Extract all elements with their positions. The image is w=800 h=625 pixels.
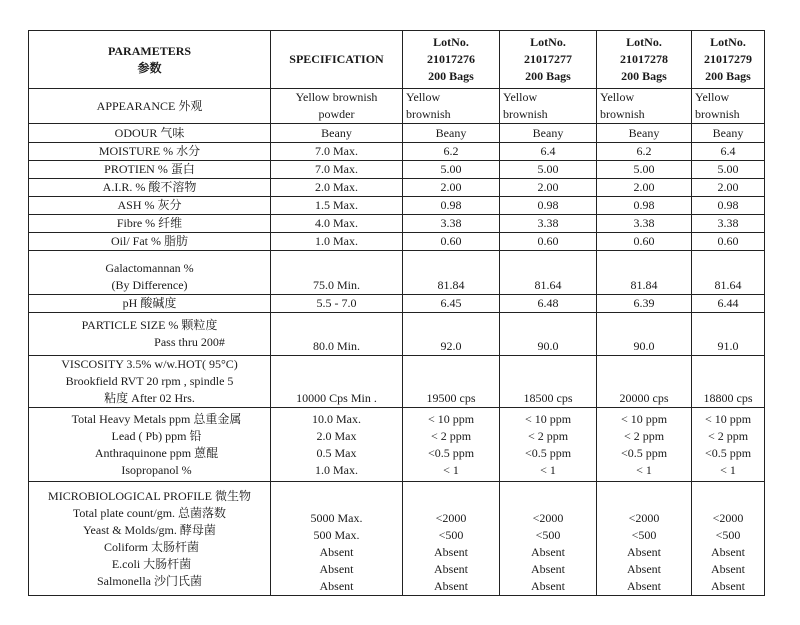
specification-cell-line: 5000 Max. bbox=[310, 511, 363, 525]
lot-value-cell-line: <2000 bbox=[532, 511, 564, 525]
lot-value-cell bbox=[500, 215, 597, 233]
table-row bbox=[29, 408, 765, 482]
lot-value-cell-line: Absent bbox=[711, 562, 745, 576]
table-row bbox=[29, 215, 765, 233]
lot-value-cell-line: Yellow bbox=[503, 90, 538, 104]
specification-cell-line: 1.0 Max. bbox=[315, 462, 358, 477]
lot-value-cell-line: 0.60 bbox=[717, 234, 739, 248]
lot-value-cell bbox=[597, 197, 692, 215]
table-row bbox=[29, 356, 765, 408]
lot-value-cell bbox=[597, 295, 692, 313]
lot-value-cell bbox=[692, 295, 765, 313]
specification-header: SPECIFICATION bbox=[271, 31, 403, 89]
lot-value-cell bbox=[500, 313, 597, 356]
parameter-cell bbox=[29, 251, 271, 295]
lot-value-cell bbox=[500, 482, 597, 596]
lot-value-cell-line: Absent bbox=[434, 545, 468, 559]
lot-header bbox=[692, 31, 765, 89]
lot-value-cell bbox=[500, 356, 597, 408]
lot-value-cell bbox=[500, 143, 597, 161]
table-row bbox=[29, 295, 765, 313]
lot-value-cell-line: < 10 ppm bbox=[620, 411, 668, 426]
parameter-cell-line: Fibre % 纤维 bbox=[116, 216, 183, 230]
specification-cell-line: 5.5 - 7.0 bbox=[316, 296, 357, 310]
table-row bbox=[29, 179, 765, 197]
parameter-cell-line: Lead ( Pb) ppm 铅 bbox=[111, 428, 202, 443]
lot-number: 21017277 bbox=[524, 52, 572, 66]
parameter-cell bbox=[29, 408, 271, 482]
lot-value-cell-line: Absent bbox=[627, 545, 661, 559]
table-row bbox=[29, 197, 765, 215]
lot-value-cell-line: 3.38 bbox=[717, 216, 739, 230]
lot-value-cell bbox=[403, 143, 500, 161]
lot-value-cell bbox=[692, 89, 765, 124]
specification-table bbox=[28, 30, 765, 596]
lot-value-cell bbox=[597, 482, 692, 596]
parameter-cell-line: ASH % 灰分 bbox=[117, 198, 182, 212]
lot-value-cell bbox=[403, 356, 500, 408]
specification-cell-line: 1.0 Max. bbox=[315, 234, 358, 248]
specification-cell bbox=[271, 233, 403, 251]
parameter-cell-line: Salmonella 沙门氏菌 bbox=[97, 573, 202, 588]
specification-cell-line: Yellow brownish bbox=[295, 90, 378, 104]
table-row bbox=[29, 143, 765, 161]
lot-value-cell-line: 3.38 bbox=[537, 216, 559, 230]
lot-bags: 200 Bags bbox=[705, 69, 751, 83]
specification-cell-line: powder bbox=[318, 107, 355, 121]
lot-value-cell-line: 6.2 bbox=[443, 144, 459, 158]
lot-bags: 200 Bags bbox=[428, 69, 474, 83]
lot-value-cell-line: 81.84 bbox=[437, 278, 465, 292]
specification-cell bbox=[271, 313, 403, 356]
specification-cell bbox=[271, 295, 403, 313]
lot-value-cell-line: Absent bbox=[711, 579, 745, 593]
table-row bbox=[29, 124, 765, 143]
lot-bags: 200 Bags bbox=[525, 69, 571, 83]
lot-value-cell-line: 18800 cps bbox=[703, 391, 753, 405]
table-row bbox=[29, 161, 765, 179]
lot-value-cell-line: 5.00 bbox=[717, 162, 739, 176]
lot-value-cell-line: 3.38 bbox=[440, 216, 462, 230]
parameter-cell-line: Yeast & Molds/gm. 酵母菌 bbox=[83, 522, 216, 537]
parameter-cell-line: VISCOSITY 3.5% w/w.HOT( 95°C) bbox=[61, 357, 238, 371]
lot-value-cell bbox=[597, 215, 692, 233]
lot-value-cell-line: Yellow bbox=[406, 90, 441, 104]
lot-value-cell-line: 90.0 bbox=[633, 339, 655, 353]
header-row bbox=[29, 31, 765, 89]
lot-value-cell bbox=[403, 251, 500, 295]
specification-cell-line: 2.0 Max. bbox=[315, 180, 358, 194]
parameter-cell-line: Galactomannan % bbox=[105, 261, 194, 275]
lot-value-cell-line: 81.84 bbox=[630, 278, 658, 292]
lot-value-cell bbox=[692, 233, 765, 251]
lot-value-cell-line: < 10 ppm bbox=[524, 411, 572, 426]
lot-value-cell bbox=[403, 313, 500, 356]
parameter-cell-line: PROTIEN % 蛋白 bbox=[104, 162, 195, 176]
specification-cell bbox=[271, 215, 403, 233]
lot-value-cell bbox=[500, 124, 597, 143]
lot-value-cell-line: brownish bbox=[406, 107, 451, 121]
parameter-cell-line: A.I.R. % 酸不溶物 bbox=[102, 180, 197, 194]
parameters-label-cn: 参数 bbox=[137, 60, 162, 75]
parameter-cell bbox=[29, 143, 271, 161]
specification-cell bbox=[271, 197, 403, 215]
lot-value-cell-line: < 10 ppm bbox=[704, 411, 752, 426]
lot-value-cell-line: Absent bbox=[531, 545, 565, 559]
lot-value-cell bbox=[692, 408, 765, 482]
lot-value-cell bbox=[597, 143, 692, 161]
lot-value-cell-line: 0.98 bbox=[440, 198, 462, 212]
lot-label: LotNo. bbox=[433, 35, 469, 49]
parameter-cell bbox=[29, 295, 271, 313]
lot-value-cell-line: 2.00 bbox=[633, 180, 655, 194]
lot-value-cell-line: <0.5 ppm bbox=[427, 445, 475, 460]
parameter-cell bbox=[29, 179, 271, 197]
lot-value-cell-line: 81.64 bbox=[534, 278, 562, 292]
parameter-cell-line: (By Difference) bbox=[111, 278, 188, 292]
lot-value-cell bbox=[597, 124, 692, 143]
specification-cell-line: 75.0 Min. bbox=[312, 278, 360, 292]
parameter-cell bbox=[29, 313, 271, 356]
lot-value-cell-line: Beany bbox=[532, 125, 564, 140]
lot-label: LotNo. bbox=[530, 35, 566, 49]
parameter-cell-line: PARTICLE SIZE % 颗粒度 bbox=[81, 318, 218, 332]
parameter-cell-line: 粘度 After 02 Hrs. bbox=[104, 391, 195, 405]
lot-value-cell-line: Absent bbox=[627, 579, 661, 593]
lot-value-cell bbox=[692, 124, 765, 143]
lot-value-cell bbox=[403, 482, 500, 596]
lot-label: LotNo. bbox=[626, 35, 662, 49]
lot-number: 21017278 bbox=[620, 52, 668, 66]
lot-value-cell-line: <500 bbox=[535, 528, 561, 542]
specification-cell-line: 1.5 Max. bbox=[315, 198, 358, 212]
parameter-cell bbox=[29, 215, 271, 233]
lot-value-cell bbox=[597, 89, 692, 124]
lot-value-cell-line: 92.0 bbox=[440, 339, 462, 353]
lot-value-cell-line: < 1 bbox=[636, 462, 652, 477]
lot-value-cell-line: 0.98 bbox=[633, 198, 655, 212]
lot-value-cell-line: 18500 cps bbox=[523, 391, 573, 405]
specification-cell bbox=[271, 482, 403, 596]
specification-cell-line: 7.0 Max. bbox=[315, 162, 358, 176]
lot-value-cell-line: < 2 ppm bbox=[623, 428, 665, 443]
lot-value-cell-line: <2000 bbox=[628, 511, 660, 525]
specification-cell-line: 0.5 Max bbox=[316, 445, 357, 460]
lot-value-cell bbox=[692, 356, 765, 408]
specification-cell-line: Absent bbox=[319, 545, 354, 559]
specification-cell-line: 10.0 Max. bbox=[312, 411, 361, 426]
lot-value-cell-line: <500 bbox=[715, 528, 741, 542]
lot-header bbox=[403, 31, 500, 89]
lot-value-cell-line: 3.38 bbox=[633, 216, 655, 230]
parameter-cell-line: Anthraquinone ppm 蒽醌 bbox=[94, 445, 219, 460]
lot-value-cell bbox=[500, 251, 597, 295]
lot-value-cell bbox=[403, 124, 500, 143]
parameter-cell-line: MICROBIOLOGICAL PROFILE 微生物 bbox=[48, 488, 251, 503]
lot-value-cell-line: Beany bbox=[712, 125, 744, 140]
lot-value-cell bbox=[500, 408, 597, 482]
lot-value-cell bbox=[500, 295, 597, 313]
lot-value-cell bbox=[692, 143, 765, 161]
lot-value-cell-line: 0.60 bbox=[633, 234, 655, 248]
table-row bbox=[29, 89, 765, 124]
lot-value-cell-line: 20000 cps bbox=[619, 391, 669, 405]
specification-cell-line: Absent bbox=[319, 562, 354, 576]
lot-value-cell-line: <2000 bbox=[435, 511, 467, 525]
lot-value-cell-line: < 2 ppm bbox=[527, 428, 569, 443]
parameter-cell-line: APPEARANCE 外观 bbox=[96, 98, 203, 113]
lot-value-cell bbox=[597, 408, 692, 482]
lot-label: LotNo. bbox=[710, 35, 746, 49]
lot-value-cell-line: 2.00 bbox=[440, 180, 462, 194]
lot-value-cell-line: Absent bbox=[627, 562, 661, 576]
lot-value-cell-line: <2000 bbox=[712, 511, 744, 525]
parameter-cell bbox=[29, 233, 271, 251]
lot-value-cell-line: 5.00 bbox=[440, 162, 462, 176]
lot-value-cell-line: <0.5 ppm bbox=[620, 445, 668, 460]
parameter-cell-line: Coliform 太肠杆菌 bbox=[104, 539, 199, 554]
lot-value-cell bbox=[500, 179, 597, 197]
table-row bbox=[29, 233, 765, 251]
lot-value-cell-line: 6.39 bbox=[633, 296, 655, 310]
lot-value-cell-line: brownish bbox=[695, 107, 740, 121]
lot-header bbox=[500, 31, 597, 89]
lot-number: 21017279 bbox=[704, 52, 752, 66]
parameters-label: PARAMETERS bbox=[107, 43, 192, 58]
lot-value-cell bbox=[500, 161, 597, 179]
lot-value-cell bbox=[692, 197, 765, 215]
specification-cell bbox=[271, 179, 403, 197]
specification-cell bbox=[271, 161, 403, 179]
lot-value-cell-line: < 1 bbox=[720, 462, 736, 477]
lot-value-cell-line: < 2 ppm bbox=[430, 428, 472, 443]
lot-value-cell bbox=[500, 197, 597, 215]
specification-cell bbox=[271, 251, 403, 295]
lot-value-cell-line: Yellow bbox=[600, 90, 635, 104]
parameter-cell bbox=[29, 482, 271, 596]
lot-value-cell-line: Absent bbox=[434, 562, 468, 576]
lot-number: 21017276 bbox=[427, 52, 475, 66]
lot-value-cell-line: brownish bbox=[600, 107, 645, 121]
specification-cell-line: 4.0 Max. bbox=[315, 216, 358, 230]
specification-cell-line: Absent bbox=[319, 579, 354, 593]
lot-value-cell bbox=[403, 197, 500, 215]
lot-header bbox=[597, 31, 692, 89]
lot-value-cell bbox=[597, 161, 692, 179]
lot-value-cell-line: <0.5 ppm bbox=[704, 445, 752, 460]
lot-value-cell-line: 6.48 bbox=[537, 296, 559, 310]
lot-value-cell-line: <500 bbox=[438, 528, 464, 542]
lot-value-cell-line: <500 bbox=[631, 528, 657, 542]
specification-cell-line: 80.0 Min. bbox=[312, 339, 360, 353]
lot-value-cell-line: 5.00 bbox=[633, 162, 655, 176]
lot-value-cell-line: < 1 bbox=[443, 462, 459, 477]
specification-cell bbox=[271, 124, 403, 143]
lot-value-cell-line: 6.44 bbox=[717, 296, 739, 310]
lot-value-cell-line: 2.00 bbox=[537, 180, 559, 194]
lot-value-cell bbox=[692, 251, 765, 295]
lot-value-cell bbox=[692, 161, 765, 179]
specification-cell-line: 500 Max. bbox=[313, 528, 360, 542]
parameter-cell-line: Brookfield RVT 20 rpm , spindle 5 bbox=[65, 374, 234, 388]
specification-cell bbox=[271, 89, 403, 124]
parameter-cell bbox=[29, 161, 271, 179]
lot-value-cell-line: < 10 ppm bbox=[427, 411, 475, 426]
parameters-header bbox=[29, 31, 271, 89]
table-row bbox=[29, 313, 765, 356]
parameter-cell-line: Pass thru 200# bbox=[154, 335, 225, 349]
lot-value-cell bbox=[692, 482, 765, 596]
lot-value-cell bbox=[597, 251, 692, 295]
parameter-cell-line: Total plate count/gm. 总菌落数 bbox=[72, 505, 227, 520]
lot-value-cell bbox=[500, 89, 597, 124]
lot-value-cell-line: <0.5 ppm bbox=[524, 445, 572, 460]
parameter-cell-line: MOISTURE % 水分 bbox=[98, 144, 201, 158]
lot-value-cell-line: Absent bbox=[531, 562, 565, 576]
lot-value-cell bbox=[500, 233, 597, 251]
lot-value-cell-line: Absent bbox=[711, 545, 745, 559]
lot-value-cell-line: 0.60 bbox=[440, 234, 462, 248]
parameter-cell bbox=[29, 356, 271, 408]
lot-value-cell bbox=[692, 215, 765, 233]
lot-value-cell bbox=[597, 313, 692, 356]
specification-cell bbox=[271, 408, 403, 482]
lot-value-cell-line: < 2 ppm bbox=[707, 428, 749, 443]
parameter-cell-line: Oil/ Fat % 脂肪 bbox=[111, 234, 188, 248]
specification-cell bbox=[271, 143, 403, 161]
lot-value-cell bbox=[597, 356, 692, 408]
specification-cell-line: Beany bbox=[321, 125, 352, 140]
parameter-cell-line: pH 酸碱度 bbox=[122, 296, 177, 310]
lot-value-cell-line: 0.98 bbox=[717, 198, 739, 212]
lot-value-cell-line: 0.98 bbox=[537, 198, 559, 212]
lot-value-cell bbox=[403, 295, 500, 313]
specification-cell-line: 7.0 Max. bbox=[315, 144, 358, 158]
lot-value-cell-line: < 1 bbox=[540, 462, 556, 477]
lot-value-cell-line: 6.4 bbox=[720, 144, 736, 158]
lot-value-cell bbox=[692, 313, 765, 356]
lot-value-cell bbox=[403, 233, 500, 251]
specification-cell bbox=[271, 356, 403, 408]
parameter-cell-line: ODOUR 气味 bbox=[114, 125, 185, 140]
lot-value-cell-line: Beany bbox=[435, 125, 467, 140]
parameter-cell-line: E.coli 大肠杆菌 bbox=[111, 556, 192, 571]
lot-bags: 200 Bags bbox=[621, 69, 667, 83]
lot-value-cell-line: Absent bbox=[434, 579, 468, 593]
lot-value-cell-line: 2.00 bbox=[717, 180, 739, 194]
lot-value-cell-line: 91.0 bbox=[717, 339, 739, 353]
lot-value-cell-line: 6.2 bbox=[636, 144, 652, 158]
parameter-cell-line: Isopropanol % bbox=[121, 462, 192, 477]
table-row bbox=[29, 251, 765, 295]
lot-value-cell bbox=[692, 179, 765, 197]
lot-value-cell-line: 6.4 bbox=[540, 144, 556, 158]
lot-value-cell-line: 90.0 bbox=[537, 339, 559, 353]
table-row bbox=[29, 482, 765, 596]
specification-cell-line: 2.0 Max bbox=[316, 428, 357, 443]
parameter-cell bbox=[29, 124, 271, 143]
parameter-cell bbox=[29, 197, 271, 215]
lot-value-cell-line: 81.64 bbox=[714, 278, 742, 292]
lot-value-cell-line: 6.45 bbox=[440, 296, 462, 310]
lot-value-cell bbox=[403, 215, 500, 233]
lot-value-cell bbox=[403, 179, 500, 197]
lot-value-cell bbox=[597, 179, 692, 197]
lot-value-cell-line: 0.60 bbox=[537, 234, 559, 248]
lot-value-cell-line: Yellow bbox=[695, 90, 730, 104]
lot-value-cell-line: Absent bbox=[531, 579, 565, 593]
lot-value-cell bbox=[403, 161, 500, 179]
lot-value-cell-line: brownish bbox=[503, 107, 548, 121]
parameter-cell bbox=[29, 89, 271, 124]
lot-value-cell-line: 19500 cps bbox=[426, 391, 476, 405]
lot-value-cell bbox=[403, 89, 500, 124]
lot-value-cell bbox=[597, 233, 692, 251]
lot-value-cell bbox=[403, 408, 500, 482]
specification-cell-line: 10000 Cps Min . bbox=[296, 391, 377, 405]
lot-value-cell-line: Beany bbox=[628, 125, 660, 140]
lot-value-cell-line: 5.00 bbox=[537, 162, 559, 176]
parameter-cell-line: Total Heavy Metals ppm 总重金属 bbox=[71, 411, 242, 426]
